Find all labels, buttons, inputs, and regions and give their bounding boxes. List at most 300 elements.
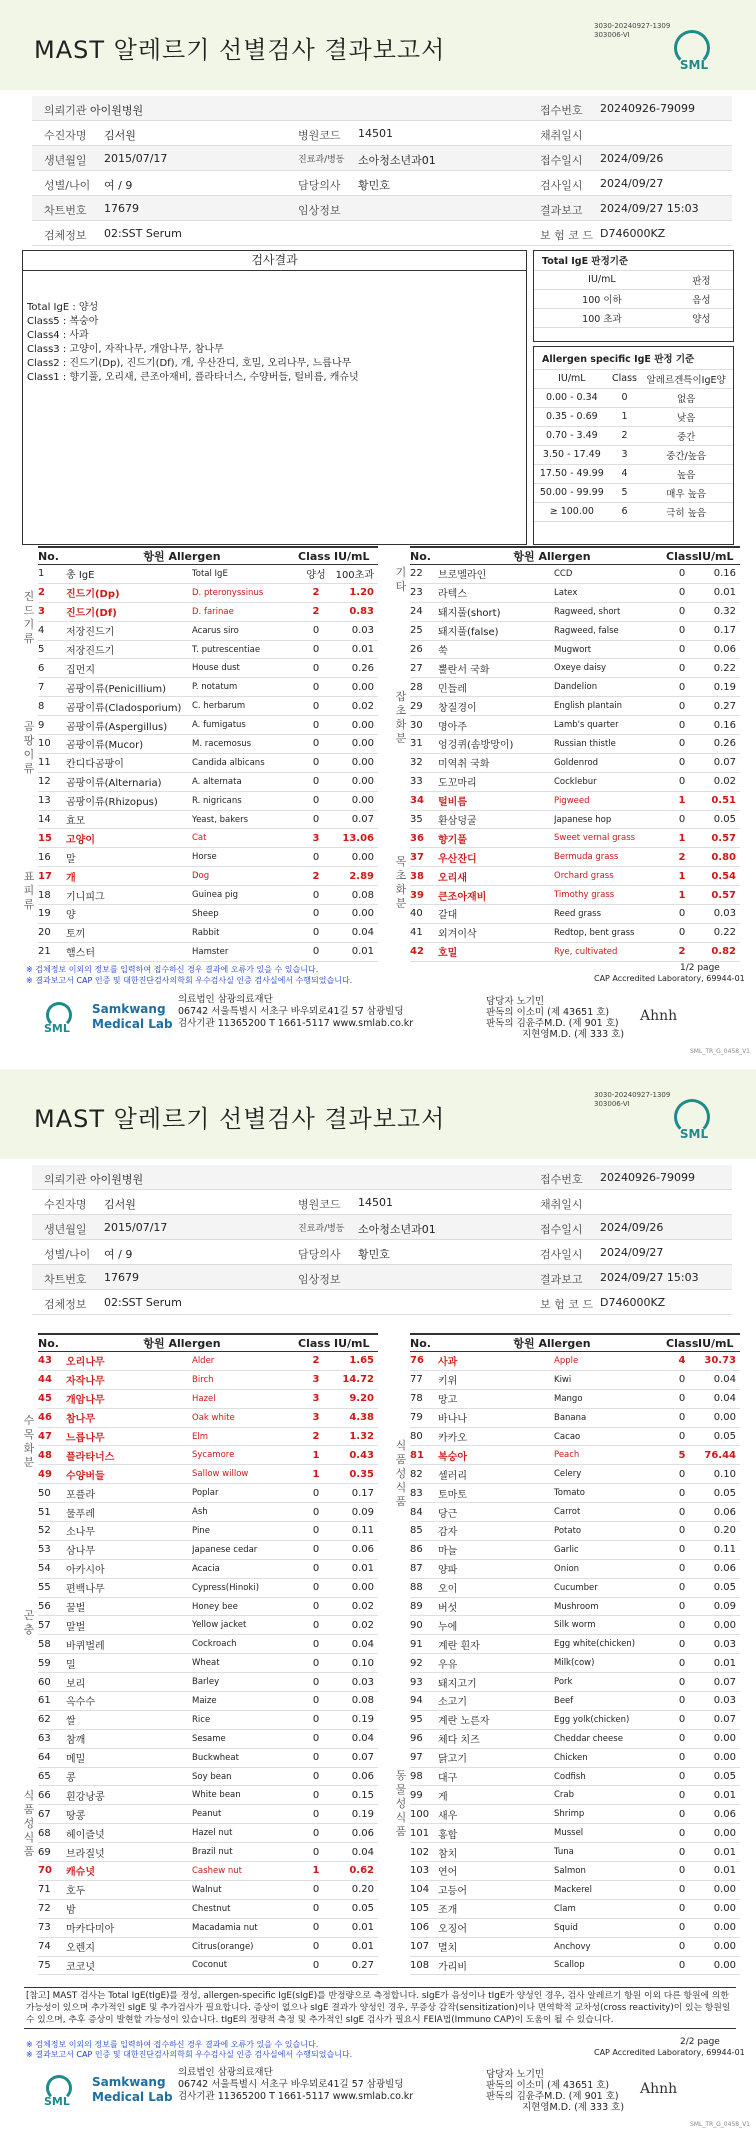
allergen-value: 9.20 [334,1389,378,1408]
allergen-class: 0 [666,716,698,735]
allergen-name-en: Rye, cultivated [554,942,666,961]
allergen-no: 81 [410,1446,438,1465]
allergen-name-ko: 망고 [438,1389,554,1408]
allergen-row [38,678,378,697]
allergen-no: 100 [410,1805,438,1824]
allergen-name-ko: 닭고기 [438,1748,554,1767]
allergen-name-ko: 곰팡이류(Mucor) [66,735,192,754]
allergen-no: 19 [38,905,66,924]
allergen-name-en: CCD [554,565,666,584]
allergen-name-ko: 코코넛 [66,1956,192,1975]
report-header [0,0,756,90]
allergen-value: 0.09 [698,1597,740,1616]
signature: Ahnh [640,1008,678,1024]
reference-note: [참고] MAST 검사는 Total IgE(tIgE)를 정성, allergen-specific IgE(sIgE)를 반정량으로 측정합니다. sIgE가 음성이나 tIgE가 양성인 경우, 검사 알레르기 항원 이외 다른 항원에 의한 가능성이 있으며 추가적인 sIgE 및 추가검사가 필요합니다. 증상이 없으나 sIgE 결과가 양성인 경우, 무증상 감작(sensitization)이나 면역학적 교차성(cross reactivity)이 있는 항원일 수 있으며, 추후 증상이 발현할 가능성이 있습니다. tIgE의 정량적 측정 및 추가적인 sIgE 검사가 필요시 FEIA법(Immuno CAP)이 도움이 될 수 있습니다. [24,1987,736,2029]
allergen-name-en: Squid [554,1918,666,1937]
allergen-name-ko: 돼지풀(false) [438,621,554,640]
allergen-row [410,886,740,905]
allergen-row [410,905,740,924]
allergen-no: 93 [410,1673,438,1692]
allergen-row [38,1484,378,1503]
allergen-class: 0 [298,810,334,829]
allergen-class: 0 [298,1710,334,1729]
allergen-name-en: Rice [192,1710,298,1729]
allergen-value: 0.07 [698,753,740,772]
allergen-name-en: Silk worm [554,1616,666,1635]
allergen-row [410,1880,740,1899]
allergen-name-ko: 홍합 [438,1824,554,1843]
allergen-name-en: T. putrescentiae [192,640,298,659]
allergen-name-en: Buckwheat [192,1748,298,1767]
allergen-class: 0 [666,1956,698,1975]
allergen-no: 39 [410,886,438,905]
allergen-name-en: Candida albicans [192,753,298,772]
criteria-cell: 2 [610,426,640,445]
allergen-no: 33 [410,772,438,791]
allergen-no: 9 [38,716,66,735]
allergen-name-en: Oak white [192,1408,298,1427]
allergen-no: 22 [410,565,438,584]
physicians: 담당자 노기민 판독의 이소미 (제 43651 호) 판독의 김윤주M.D. (제 901 호) 지현영M.D. (제 333 호) [486,996,625,1040]
allergen-no: 73 [38,1918,66,1937]
allergen-name-en: Japanese hop [554,810,666,829]
allergen-name-ko: 쌀 [66,1710,192,1729]
criteria-cell: 0 [610,388,640,407]
allergen-name-en: Hazel [192,1389,298,1408]
allergen-no: 46 [38,1408,66,1427]
allergen-no: 68 [38,1824,66,1843]
allergen-class: 0 [666,1862,698,1881]
allergen-name-en: Poplar [192,1484,298,1503]
allergen-value: 0.43 [334,1446,378,1465]
allergen-row [410,735,740,754]
allergen-no: 20 [38,923,66,942]
allergen-row [410,640,740,659]
allergen-name-ko: 라텍스 [438,583,554,602]
allergen-name-ko: 고등어 [438,1880,554,1899]
allergen-no: 62 [38,1710,66,1729]
allergen-name-ko: 엉겅퀴(솜방망이) [438,735,554,754]
allergen-class: 0 [298,886,334,905]
allergen-name-en: Peach [554,1446,666,1465]
allergen-value: 0.26 [334,659,378,678]
allergen-no: 103 [410,1862,438,1881]
allergen-class: 0 [666,1880,698,1899]
allergen-class: 0 [666,602,698,621]
allergen-row [410,1540,740,1559]
allergen-name-ko: 오이 [438,1578,554,1597]
allergen-name-ko: 돼지고기 [438,1673,554,1692]
allergen-name-ko: 곰팡이류(Cladosporium) [66,697,192,716]
allergen-value: 0.82 [698,942,740,961]
allergen-no: 44 [38,1370,66,1389]
page-number: 1/2 page [680,963,720,973]
allergen-name-ko: 참깨 [66,1729,192,1748]
allergen-name-ko: 칸디다곰팡이 [66,753,192,772]
allergen-name-en: Milk(cow) [554,1654,666,1673]
criteria-row [534,445,733,464]
allergen-value: 0.01 [698,1843,740,1862]
allergen-name-ko: 키위 [438,1370,554,1389]
allergen-value: 0.17 [334,1484,378,1503]
allergen-row [410,1389,740,1408]
allergen-row [38,905,378,924]
allergen-name-ko: 보리 [66,1673,192,1692]
criteria-cell: 0.70 - 3.49 [534,426,610,445]
allergen-name-en: Pine [192,1522,298,1541]
allergen-class: 0 [666,772,698,791]
allergen-name-ko: 향기풀 [438,829,554,848]
allergen-value: 0.01 [698,583,740,602]
allergen-no: 32 [410,753,438,772]
allergen-name-en: Honey bee [192,1597,298,1616]
allergen-name-ko: 햄스터 [66,942,192,961]
criteria-cell: 0.35 - 0.69 [534,407,610,426]
allergen-row [38,1352,378,1371]
allergen-no: 65 [38,1767,66,1786]
allergen-class: 0 [666,753,698,772]
allergen-name-en: Walnut [192,1880,298,1899]
allergen-name-en: Banana [554,1408,666,1427]
allergen-row [410,810,740,829]
group-mite: 진드기류 [23,590,35,645]
allergen-class: 0 [298,1767,334,1786]
allergen-class: 2 [298,583,334,602]
allergen-no: 84 [410,1503,438,1522]
allergen-name-en: House dust [192,659,298,678]
allergen-row [410,1824,740,1843]
allergen-class: 0 [298,1824,334,1843]
allergen-name-ko: 참나무 [66,1408,192,1427]
allergen-no: 12 [38,772,66,791]
physicians: 담당자 노기민 판독의 이소미 (제 43651 호) 판독의 김윤주M.D. (제 901 호) 지현영M.D. (제 333 호) [486,2069,625,2113]
allergen-value: 0.06 [334,1540,378,1559]
allergen-row [38,1937,378,1956]
allergen-row [410,1956,740,1975]
allergen-no: 70 [38,1862,66,1881]
company-name: Samkwang Medical Lab [92,1002,173,1031]
allergen-name-en: Mugwort [554,640,666,659]
allergen-class: 0 [666,1692,698,1711]
allergen-class: 0 [298,1484,334,1503]
allergen-no: 78 [410,1389,438,1408]
allergen-value: 1.20 [334,583,378,602]
allergen-name-ko: 소고기 [438,1692,554,1711]
allergen-row [38,1899,378,1918]
allergen-row [38,640,378,659]
allergen-row [38,1805,378,1824]
allergen-row [410,942,740,961]
allergen-row [38,1503,378,1522]
allergen-name-ko: 카카오 [438,1427,554,1446]
allergen-no: 83 [410,1484,438,1503]
group-tree: 수목화분 [23,1414,35,1469]
allergen-value: 0.05 [698,1767,740,1786]
allergen-class: 0 [298,1578,334,1597]
allergen-name-ko: 편백나무 [66,1578,192,1597]
allergen-class: 0 [298,621,334,640]
allergen-name-ko: 쑥 [438,640,554,659]
allergen-class: 0 [298,1880,334,1899]
allergen-name-en: A. alternata [192,772,298,791]
criteria-cell: 높음 [639,464,733,483]
allergen-name-en: Horse [192,848,298,867]
allergen-value: 0.05 [334,1899,378,1918]
criteria-cell: ≥ 100.00 [534,502,610,521]
allergen-name-en: Cashew nut [192,1862,298,1881]
allergen-no: 42 [410,942,438,961]
allergen-value: 0.04 [334,1843,378,1862]
allergen-no: 71 [38,1880,66,1899]
allergen-value: 0.10 [334,1654,378,1673]
allergen-no: 60 [38,1673,66,1692]
allergen-value: 0.15 [334,1786,378,1805]
logo-text: SML [679,58,709,72]
allergen-class: 0 [666,1843,698,1862]
allergen-no: 1 [38,565,66,584]
allergen-value: 0.06 [698,1503,740,1522]
allergen-row [410,1352,740,1371]
allergen-no: 29 [410,697,438,716]
allergen-value: 0.80 [698,848,740,867]
allergen-value: 0.19 [698,678,740,697]
allergen-value: 0.00 [698,1899,740,1918]
allergen-value: 0.54 [698,867,740,886]
allergen-name-en: C. herbarum [192,697,298,716]
allergen-class: 0 [298,1597,334,1616]
allergen-no: 101 [410,1824,438,1843]
allergen-no: 49 [38,1465,66,1484]
allergen-value: 0.19 [334,1805,378,1824]
allergen-value: 0.02 [334,1597,378,1616]
allergen-row [38,1654,378,1673]
allergen-class: 0 [298,659,334,678]
allergen-row [38,923,378,942]
allergen-value: 0.02 [334,697,378,716]
allergen-name-ko: 외겨이삭 [438,923,554,942]
allergen-name-ko: 고양이 [66,829,192,848]
allergen-value: 100초과 [334,565,378,584]
allergen-name-ko: 느릅나무 [66,1427,192,1446]
allergen-value: 0.04 [698,1370,740,1389]
allergen-class: 2 [666,942,698,961]
report-header [0,1069,756,1159]
allergen-name-ko: 꿀벌 [66,1597,192,1616]
allergen-no: 55 [38,1578,66,1597]
allergen-no: 99 [410,1786,438,1805]
allergen-no: 89 [410,1597,438,1616]
allergen-value: 0.04 [334,923,378,942]
allergen-name-en: Hazel nut [192,1824,298,1843]
allergen-class: 0 [298,753,334,772]
allergen-value: 0.07 [698,1673,740,1692]
allergen-class: 2 [298,867,334,886]
allergen-class: 0 [298,791,334,810]
allergen-name-ko: 양 [66,905,192,924]
allergen-row [410,791,740,810]
allergen-class: 0 [666,1408,698,1427]
allergen-row [410,1446,740,1465]
allergen-name-en: Beef [554,1692,666,1711]
allergen-value: 0.00 [334,905,378,924]
group-food-plant-1: 식품성식품 [23,1789,35,1858]
allergen-value: 0.00 [334,678,378,697]
allergen-no: 27 [410,659,438,678]
allergen-name-ko: 곰팡이류(Rhizopus) [66,791,192,810]
allergen-name-en: Cat [192,829,298,848]
allergen-name-en: Sesame [192,1729,298,1748]
allergen-value: 0.00 [698,1729,740,1748]
allergen-class: 0 [298,923,334,942]
footer: SML Samkwang Medical Lab 의료법인 삼광의료재단 06742 서울특별시 서초구 바우뫼로41길 57 삼광빌딩 검사기관 11365200 T 1661-5117 www.smlab.co.kr 담당자 노기민 판독의 이소미 (제 43651 호) 판독의 김윤주M.D. (제 901 호) 지현영M.D. (제 333 호) Ahnh SML_TR_G_0458_V1 [44,2067,751,2128]
allergen-no: 80 [410,1427,438,1446]
allergen-class: 0 [666,923,698,942]
signature: Ahnh [640,2081,678,2097]
allergen-name-en: Crab [554,1786,666,1805]
cap-accreditation: CAP Accredited Laboratory, 69944-01 [594,2048,745,2057]
allergen-class: 0 [666,1540,698,1559]
allergen-no: 40 [410,905,438,924]
allergen-class: 0 [298,1503,334,1522]
allergen-name-ko: 곰팡이류(Aspergillus) [66,716,192,735]
allergen-class: 1 [298,1446,334,1465]
criteria-cell: 중간/높음 [639,445,733,464]
allergen-no: 77 [410,1370,438,1389]
allergen-value: 0.27 [334,1956,378,1975]
allergen-class: 0 [666,1673,698,1692]
allergen-name-ko: 곰팡이류(Alternaria) [66,772,192,791]
allergen-class: 0 [298,772,334,791]
allergen-row [38,1597,378,1616]
allergen-no: 87 [410,1559,438,1578]
allergen-no: 51 [38,1503,66,1522]
allergen-row [38,1540,378,1559]
allergen-name-en: Chicken [554,1748,666,1767]
allergen-no: 16 [38,848,66,867]
allergen-row [38,753,378,772]
allergen-name-en: White bean [192,1786,298,1805]
allergen-value: 0.00 [334,772,378,791]
allergen-name-en: Birch [192,1370,298,1389]
allergen-name-ko: 밀 [66,1654,192,1673]
allergen-name-en: Potato [554,1522,666,1541]
allergen-no: 24 [410,602,438,621]
allergen-name-en: Garlic [554,1540,666,1559]
allergen-name-en: Latex [554,583,666,602]
allergen-row [38,659,378,678]
allergen-name-en: Cockroach [192,1635,298,1654]
allergen-name-en: Sheep [192,905,298,924]
allergen-no: 7 [38,678,66,697]
allergen-class: 4 [666,1352,698,1371]
criteria-cell: 4 [610,464,640,483]
allergen-name-en: Maize [192,1692,298,1711]
allergen-value: 0.57 [698,886,740,905]
allergen-class: 0 [666,1710,698,1729]
allergen-name-en: Yellow jacket [192,1616,298,1635]
allergen-name-en: Celery [554,1465,666,1484]
allergen-class: 0 [666,1805,698,1824]
allergen-name-en: Timothy grass [554,886,666,905]
allergen-name-en: Ash [192,1503,298,1522]
allergen-name-en: Anchovy [554,1937,666,1956]
allergen-row [410,1616,740,1635]
allergen-class: 0 [666,640,698,659]
allergen-value: 1.65 [334,1352,378,1371]
allergen-name-ko: 오징어 [438,1918,554,1937]
allergen-name-en: Coconut [192,1956,298,1975]
allergen-class: 0 [298,905,334,924]
note-2: ※ 결과보고서 CAP 인증 및 대한진단검사의학회 우수검사실 인증 검사실에서 수행되었습니다. [26,976,353,985]
allergen-row [38,848,378,867]
criteria-row [534,464,733,483]
allergen-name-ko: 호밀 [438,942,554,961]
allergen-row [38,735,378,754]
allergen-value: 0.16 [698,565,740,584]
allergen-value: 0.08 [334,886,378,905]
allergen-name-en: Cocklebur [554,772,666,791]
allergen-value: 0.06 [334,1767,378,1786]
allergen-class: 0 [298,716,334,735]
allergen-name-ko: 오렌지 [66,1937,192,1956]
allergen-no: 76 [410,1352,438,1371]
allergen-row [38,1710,378,1729]
allergen-name-ko: 진드기(Df) [66,602,192,621]
allergen-class: 0 [666,1578,698,1597]
allergen-name-ko: 진드기(Dp) [66,583,192,602]
allergen-name-en: Tuna [554,1843,666,1862]
allergen-row [38,1370,378,1389]
allergen-value: 0.00 [698,1824,740,1843]
allergen-row [38,1635,378,1654]
allergen-class: 1 [666,829,698,848]
allergen-value: 0.00 [698,1918,740,1937]
allergen-name-ko: 물푸레 [66,1503,192,1522]
allergen-class: 1 [666,791,698,810]
allergen-no: 107 [410,1937,438,1956]
group-mold: 곰팡이류 [23,720,35,775]
allergen-name-en: Shrimp [554,1805,666,1824]
allergen-no: 108 [410,1956,438,1975]
allergen-row [38,1559,378,1578]
allergen-class: 0 [298,697,334,716]
result-summary-box [22,250,527,545]
allergen-name-en: Redtop, bent grass [554,923,666,942]
allergen-name-ko: 게 [438,1786,554,1805]
allergen-row [410,923,740,942]
allergen-name-en: Elm [192,1427,298,1446]
allergen-value: 0.26 [698,735,740,754]
allergen-name-ko: 옥수수 [66,1692,192,1711]
criteria-cell: 매우 높음 [639,483,733,502]
allergen-name-en: Egg white(chicken) [554,1635,666,1654]
allergen-no: 106 [410,1918,438,1937]
allergen-class: 0 [298,1559,334,1578]
allergen-value: 0.00 [334,716,378,735]
allergen-name-en: Goldenrod [554,753,666,772]
allergen-name-ko: 효모 [66,810,192,829]
allergen-value: 0.11 [334,1522,378,1541]
allergen-row [38,716,378,735]
allergen-row [410,848,740,867]
allergen-class: 1 [298,1862,334,1881]
criteria-cell: 50.00 - 99.99 [534,483,610,502]
allergen-class: 5 [666,1446,698,1465]
allergen-name-ko: 바나나 [438,1408,554,1427]
allergen-name-en: Mushroom [554,1597,666,1616]
allergen-class: 0 [298,1899,334,1918]
allergen-class: 0 [666,1937,698,1956]
